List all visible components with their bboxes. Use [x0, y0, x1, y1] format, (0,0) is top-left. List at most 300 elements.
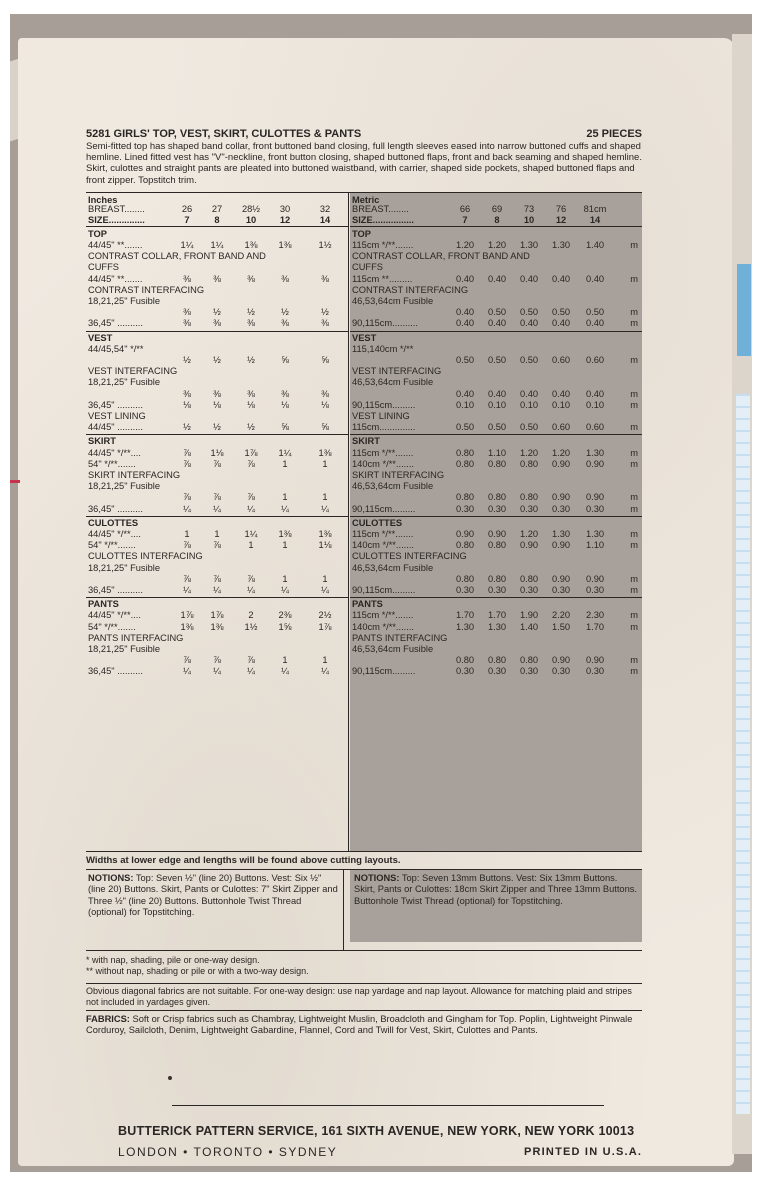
yardage-value: 1.70: [455, 610, 475, 621]
section-divider: [350, 597, 642, 598]
row-label: 18,21,25" Fusible: [88, 644, 161, 654]
yardage-value: 0.50: [455, 355, 475, 365]
size-value: 8: [214, 214, 220, 225]
footnote: ** without nap, shading or pile or with a two-way design.: [86, 965, 309, 976]
breast-value: 27: [211, 203, 223, 214]
yardage-value: ¼: [281, 585, 289, 595]
unit-label: m: [630, 355, 638, 365]
yardage-value: 0.30: [519, 585, 539, 595]
row-label: PANTS: [88, 599, 119, 610]
yardage-value: 0.30: [455, 666, 475, 677]
yardage-value: 0.10: [519, 399, 539, 410]
yardage-value: ⅜: [213, 273, 221, 284]
yardage-value: 1.30: [585, 529, 605, 539]
row-label: 54" */**.......: [88, 458, 136, 469]
inches-chart: [86, 193, 349, 851]
yardage-charts: [86, 192, 642, 852]
yardage-value: ⅜: [321, 388, 329, 399]
yardage-value: 1.30: [585, 447, 605, 458]
yardage-value: 1: [248, 540, 254, 551]
row-label: 140cm */**.......: [352, 458, 415, 469]
yardage-value: 0.60: [585, 422, 605, 433]
yardage-value: ⅜: [213, 388, 221, 399]
unit-label: m: [630, 307, 638, 318]
yardage-value: 1⅜: [318, 529, 332, 539]
yardage-value: 1: [282, 458, 288, 469]
yardage-value: ¼: [321, 666, 329, 677]
yardage-value: 0.90: [519, 540, 539, 551]
size-label: SIZE................: [352, 214, 414, 225]
yardage-value: 2.30: [585, 610, 605, 621]
section-divider: [350, 434, 642, 435]
size-value: 12: [555, 214, 567, 225]
unit-label: m: [630, 458, 638, 469]
yardage-value: 1⅞: [318, 621, 332, 632]
publisher-address: BUTTERICK PATTERN SERVICE, 161 SIXTH AVENUE, NEW YORK, NEW YORK 10013: [118, 1124, 635, 1138]
yardage-value: ⅛: [213, 399, 221, 410]
yardage-value: 1.10: [585, 540, 605, 551]
yardage-value: 0.80: [455, 655, 475, 666]
row-label: TOP: [88, 228, 107, 239]
unit-label: m: [630, 585, 638, 595]
yardage-value: 0.40: [519, 318, 539, 329]
yardage-value: 1.30: [551, 240, 571, 250]
yardage-value: 1.20: [487, 240, 507, 250]
yardage-value: ⅜: [247, 318, 255, 329]
row-label: 140cm */**.......: [352, 621, 415, 632]
row-label: 18,21,25" Fusible: [88, 377, 161, 388]
breast-label: BREAST........: [352, 203, 409, 214]
metric-chart: [350, 193, 642, 851]
unit-label: m: [630, 422, 638, 433]
row-label: 115cm */**.......: [352, 610, 414, 621]
yardage-value: 1⅜: [180, 621, 194, 632]
breast-value: 26: [181, 203, 193, 214]
publisher-cities: LONDON • TORONTO • SYDNEY: [118, 1145, 338, 1159]
yardage-value: ⅜: [183, 388, 191, 399]
yardage-value: 0.50: [519, 307, 539, 318]
unit-label: m: [630, 399, 638, 410]
yardage-value: ⅞: [213, 540, 221, 551]
section-divider: [350, 516, 642, 517]
breast-value: 28½: [241, 203, 261, 214]
yardage-value: ⅞: [213, 655, 221, 666]
yardage-value: 0.40: [487, 273, 507, 284]
yardage-value: ⅞: [183, 573, 191, 584]
yardage-value: 1⅛: [210, 447, 224, 458]
row-label: CULOTTES: [352, 517, 403, 528]
pattern-info: [86, 128, 642, 1037]
yardage-value: 1.20: [519, 529, 539, 539]
yardage-value: 1½: [244, 621, 258, 632]
yardage-value: 0.90: [551, 540, 571, 551]
yardage-value: ⅞: [183, 492, 191, 503]
section-divider: [86, 516, 348, 517]
row-label: 46,53,64cm Fusible: [352, 644, 434, 654]
yardage-value: ½: [321, 307, 329, 318]
yardage-value: 0.40: [487, 318, 507, 329]
yardage-value: 1: [322, 573, 328, 584]
row-label: 44/45" */**....: [88, 447, 141, 458]
yardage-value: 0.80: [455, 447, 475, 458]
yardage-value: 0.90: [585, 492, 605, 503]
yardage-value: ⅞: [183, 447, 191, 458]
row-label: TOP: [352, 228, 371, 239]
unit-label: m: [630, 447, 638, 458]
row-label: VEST LINING: [352, 411, 410, 421]
row-label: 36,45" ..........: [88, 318, 143, 329]
yardage-value: 1.30: [455, 621, 475, 632]
size-value: 14: [589, 214, 601, 225]
yardage-value: 0.30: [551, 666, 571, 677]
yardage-value: 0.80: [487, 540, 507, 551]
yardage-value: ⅜: [281, 388, 289, 399]
fabrics-text: Soft or Crisp fabrics such as Chambray, Lightweight Muslin, Broadcloth and Gingham for Top. Poplin, Lightweight Pinwale Corduroy, Sailcloth, Denim, Lightweight Gabardine, Flannel, Cord and Twill for Vest, Skirt, Culottes and Pants.: [86, 1013, 633, 1036]
yardage-value: 1: [322, 492, 328, 503]
row-label: 18,21,25" Fusible: [88, 296, 161, 306]
yardage-value: 0.50: [487, 422, 507, 433]
notions-section: [86, 869, 642, 951]
yardage-value: ⅝: [321, 422, 329, 433]
yardage-value: ⅜: [183, 307, 191, 318]
yardage-value: ⅞: [247, 655, 255, 666]
yardage-value: ¼: [213, 585, 221, 595]
yardage-value: ⅝: [321, 355, 329, 365]
yardage-value: 0.50: [487, 307, 507, 318]
row-label: 90,115cm.........: [352, 503, 416, 514]
yardage-value: 0.40: [455, 388, 475, 399]
yardage-value: ⅞: [213, 492, 221, 503]
yardage-value: 0.40: [455, 318, 475, 329]
yardage-value: 2⅜: [278, 610, 292, 621]
yardage-value: 1.30: [519, 240, 539, 250]
yardage-value: 1½: [318, 240, 332, 250]
printed-in: PRINTED IN U.S.A.: [524, 1146, 643, 1158]
yardage-value: 1⅜: [278, 240, 292, 250]
size-value: 14: [319, 214, 331, 225]
row-label: PANTS INTERFACING: [352, 632, 448, 643]
row-label: PANTS: [352, 599, 383, 610]
row-label: 90,115cm..........: [352, 318, 418, 329]
yardage-value: 1⅛: [318, 540, 332, 551]
yardage-value: 0.90: [585, 458, 605, 469]
unit-label: m: [630, 655, 638, 666]
yardage-value: 0.80: [455, 540, 475, 551]
section-divider: [350, 331, 642, 332]
yardage-value: 1.40: [519, 621, 539, 632]
unit-label: m: [630, 388, 638, 399]
yardage-value: 2.20: [551, 610, 571, 621]
yardage-value: ½: [247, 422, 255, 433]
fabrics-section: [86, 1014, 642, 1037]
row-label: VEST INTERFACING: [88, 366, 178, 377]
row-label: CONTRAST COLLAR, FRONT BAND AND: [88, 251, 266, 262]
yardage-value: ⅜: [183, 318, 191, 329]
yardage-value: 0.40: [455, 273, 475, 284]
size-label: SIZE..............: [88, 214, 145, 225]
section-divider: [86, 331, 348, 332]
yardage-value: ⅞: [183, 540, 191, 551]
yardage-value: 0.50: [551, 307, 571, 318]
yardage-value: 0.40: [551, 273, 571, 284]
blue-tab: [737, 264, 751, 356]
pattern-pieces: 25 PIECES: [586, 128, 642, 140]
yardage-value: ⅜: [281, 318, 289, 329]
yardage-value: 0.90: [455, 529, 475, 539]
yardage-value: 0.30: [551, 503, 571, 514]
yardage-value: 0.60: [551, 355, 571, 365]
pattern-title: 5281 GIRLS' TOP, VEST, SKIRT, CULOTTES & PANTS: [86, 128, 362, 140]
yardage-value: 0.40: [487, 388, 507, 399]
size-value: 12: [279, 214, 291, 225]
yardage-value: ½: [183, 355, 191, 365]
yardage-value: 0.30: [585, 585, 605, 595]
row-label: 46,53,64cm Fusible: [352, 377, 434, 388]
yardage-value: ⅞: [247, 458, 255, 469]
yardage-value: 0.80: [487, 492, 507, 503]
yardage-value: 1.30: [551, 529, 571, 539]
yardage-value: 0.80: [487, 573, 507, 584]
yardage-value: 1⅞: [210, 610, 224, 621]
yardage-value: 1.10: [487, 447, 507, 458]
breast-value: 81cm: [583, 203, 607, 214]
yardage-value: 2½: [318, 610, 332, 621]
row-label: 44/45" */**....: [88, 529, 141, 539]
size-value: 8: [494, 214, 500, 225]
yardage-value: 0.80: [487, 655, 507, 666]
yardage-value: ¼: [183, 585, 191, 595]
yardage-value: 0.80: [455, 573, 475, 584]
yardage-value: 0.80: [519, 573, 539, 584]
row-label: CONTRAST INTERFACING: [88, 284, 205, 295]
yardage-value: ⅛: [321, 399, 329, 410]
yardage-value: 1.20: [519, 447, 539, 458]
yardage-value: ½: [183, 422, 191, 433]
row-label: 44/45" **.......: [88, 240, 143, 250]
unit-label: m: [630, 240, 638, 250]
unit-label: m: [630, 503, 638, 514]
yardage-value: 1.70: [585, 621, 605, 632]
notions-label: NOTIONS:: [354, 872, 400, 883]
yardage-value: 0.50: [519, 355, 539, 365]
yardage-value: 0.90: [585, 573, 605, 584]
yardage-value: ⅞: [247, 492, 255, 503]
yardage-value: ½: [213, 422, 221, 433]
yardage-value: 0.30: [519, 503, 539, 514]
yardage-value: 0.80: [455, 458, 475, 469]
size-value: 10: [245, 214, 257, 225]
yardage-value: 0.90: [551, 458, 571, 469]
row-label: 115cm */**.......: [352, 529, 414, 539]
row-label: VEST LINING: [88, 411, 146, 421]
yardage-value: ⅝: [281, 355, 289, 365]
red-mark: [10, 480, 20, 483]
row-label: VEST INTERFACING: [352, 366, 442, 377]
row-label: 18,21,25" Fusible: [88, 562, 161, 573]
yardage-value: ¼: [183, 503, 191, 514]
yardage-value: 1.70: [487, 610, 507, 621]
row-label: SKIRT INTERFACING: [352, 470, 445, 480]
yardage-value: ⅜: [247, 388, 255, 399]
row-label: 36,45" ..........: [88, 585, 143, 595]
yardage-value: ¼: [247, 503, 255, 514]
yardage-value: 0.30: [585, 503, 605, 514]
yardage-value: 0.40: [585, 318, 605, 329]
unit-label: m: [630, 540, 638, 551]
row-label: 115cm..............: [352, 422, 416, 433]
yardage-value: 0.90: [551, 492, 571, 503]
yardage-value: 1¼: [278, 447, 292, 458]
row-label: 36,45" ..........: [88, 399, 143, 410]
yardage-value: 0.60: [585, 355, 605, 365]
yardage-value: ⅜: [183, 273, 191, 284]
yardage-value: 0.40: [551, 388, 571, 399]
fabrics-label: FABRICS:: [86, 1013, 130, 1024]
pattern-description: Semi-fitted top has shaped band collar, front buttoned band closing, full length sleeves eased into narrow buttoned cuffs and shaped hemline. Lined fitted vest has "V"-neckline, front button closing, shaped buttoned flaps, front and back seaming and shaped hemline. Skirt, culottes and straight pants are pleated into buttoned waistband, with carrier, shaped side pockets, shaped buttoned flaps and front zipper. Topstitch trim.: [86, 141, 642, 186]
yardage-value: ½: [247, 355, 255, 365]
breast-value: 66: [459, 203, 471, 214]
yardage-value: 0.50: [455, 422, 475, 433]
yardage-value: 0.80: [519, 492, 539, 503]
yardage-value: 0.60: [551, 422, 571, 433]
unit-label: m: [630, 492, 638, 503]
yardage-value: 0.40: [585, 388, 605, 399]
size-value: 7: [462, 214, 468, 225]
yardage-value: 0.40: [585, 273, 605, 284]
row-label: 54" */**.......: [88, 621, 136, 632]
yardage-value: 0.30: [487, 503, 507, 514]
yardage-value: ⅞: [213, 458, 221, 469]
row-label: 46,53,64cm Fusible: [352, 296, 434, 306]
yardage-value: ⅝: [281, 422, 289, 433]
chart-unit-label: Inches: [88, 194, 118, 205]
yardage-value: 0.10: [487, 399, 507, 410]
yardage-value: ¼: [247, 585, 255, 595]
row-label: SKIRT INTERFACING: [88, 470, 181, 480]
yardage-value: ⅞: [247, 573, 255, 584]
yardage-value: 0.30: [487, 666, 507, 677]
yardage-value: 0.80: [455, 492, 475, 503]
yardage-value: ¼: [213, 666, 221, 677]
yardage-value: 1: [322, 655, 328, 666]
yardage-value: ⅛: [247, 399, 255, 410]
yardage-value: 0.40: [455, 307, 475, 318]
yardage-value: 1: [282, 492, 288, 503]
yardage-value: 1.90: [519, 610, 539, 621]
notions-label: NOTIONS:: [88, 872, 134, 883]
widths-note: Widths at lower edge and lengths will be found above cutting layouts.: [86, 854, 401, 866]
row-label: 44/45" ..........: [88, 422, 143, 433]
yardage-value: ⅞: [183, 458, 191, 469]
yardage-value: ⅛: [281, 399, 289, 410]
yardage-value: ½: [247, 307, 255, 318]
yardage-value: ⅜: [247, 273, 255, 284]
row-label: 90,115cm.........: [352, 585, 416, 595]
breast-value: 30: [279, 203, 291, 214]
yardage-value: 1⅞: [180, 610, 194, 621]
chart-header-divider: [86, 226, 348, 227]
yardage-value: 0.30: [585, 666, 605, 677]
notions-text: Top: Seven 13mm Buttons. Vest: Six 13mm Buttons. Skirt, Pants or Culottes: 18cm Skirt Zipper and Three 13mm Buttons. Buttonhole Twist Thread (optional) for Topstitching.: [354, 872, 637, 906]
yardage-value: 1¼: [210, 240, 224, 250]
row-label: 44/45,54" */**: [88, 343, 144, 354]
yardage-value: ½: [213, 355, 221, 365]
yardage-value: 0.30: [551, 585, 571, 595]
yardage-value: 0.80: [519, 458, 539, 469]
footnote: * with nap, shading, pile or one-way design.: [86, 954, 260, 965]
yardage-value: ⅜: [321, 273, 329, 284]
yardage-value: 1⅜: [210, 621, 224, 632]
yardage-value: 0.30: [519, 666, 539, 677]
breast-value: 32: [319, 203, 331, 214]
row-label: 46,53,64cm Fusible: [352, 481, 434, 492]
unit-label: m: [630, 621, 638, 632]
row-label: 90,115cm.........: [352, 666, 416, 677]
yardage-value: ½: [281, 307, 289, 318]
yardage-value: 1: [322, 458, 328, 469]
breast-label: BREAST........: [88, 203, 145, 214]
yardage-value: 1⅝: [278, 621, 292, 632]
unit-label: m: [630, 610, 638, 621]
breast-value: 69: [491, 203, 503, 214]
row-label: SKIRT: [88, 436, 116, 447]
yardage-value: 2: [248, 610, 254, 621]
unit-label: m: [630, 529, 638, 539]
notions-inches: [86, 870, 344, 950]
yardage-value: ¼: [321, 585, 329, 595]
yardage-value: ¼: [183, 666, 191, 677]
yardage-value: 1.20: [551, 447, 571, 458]
diagonal-note: Obvious diagonal fabrics are not suitable. For one-way design: use nap yardage and nap layout. Allowance for matching plaid and stripes not included in yardages given.: [86, 983, 642, 1011]
yardage-value: 0.90: [487, 529, 507, 539]
yardage-value: 1.40: [585, 240, 605, 250]
yardage-value: 1: [214, 529, 220, 539]
unit-label: m: [630, 273, 638, 284]
unit-label: m: [630, 318, 638, 329]
row-label: 115cm **.........: [352, 273, 413, 284]
yardage-value: 1⅜: [278, 529, 292, 539]
unit-label: m: [630, 666, 638, 677]
yardage-value: 0.30: [487, 585, 507, 595]
row-label: 115cm */**.......: [352, 447, 414, 458]
chart-header-divider: [350, 226, 642, 227]
yardage-value: ¼: [321, 503, 329, 514]
pattern-header: [86, 128, 642, 140]
row-label: 18,21,25" Fusible: [88, 481, 161, 492]
chart-unit-label: Metric: [352, 194, 380, 205]
yardage-value: ¼: [213, 503, 221, 514]
row-label: 90,115cm.........: [352, 399, 416, 410]
yardage-value: 0.50: [585, 307, 605, 318]
yardage-value: 1⅞: [244, 447, 258, 458]
row-label: 115,140cm */**: [352, 343, 414, 354]
row-label: CUFFS: [88, 262, 119, 273]
yardage-value: 0.10: [551, 399, 571, 410]
yardage-value: ¼: [281, 503, 289, 514]
yardage-value: 1¼: [244, 529, 258, 539]
yardage-value: 0.40: [519, 388, 539, 399]
yardage-value: 1⅜: [318, 447, 332, 458]
yardage-value: 1.50: [551, 621, 571, 632]
row-label: CUFFS: [352, 262, 383, 273]
row-label: CULOTTES INTERFACING: [88, 551, 203, 562]
row-label: VEST: [352, 332, 377, 343]
yardage-value: 0.90: [585, 655, 605, 666]
row-label: VEST: [88, 332, 113, 343]
row-label: CULOTTES INTERFACING: [352, 551, 467, 562]
yardage-value: 0.80: [487, 458, 507, 469]
yardage-value: 1: [282, 540, 288, 551]
